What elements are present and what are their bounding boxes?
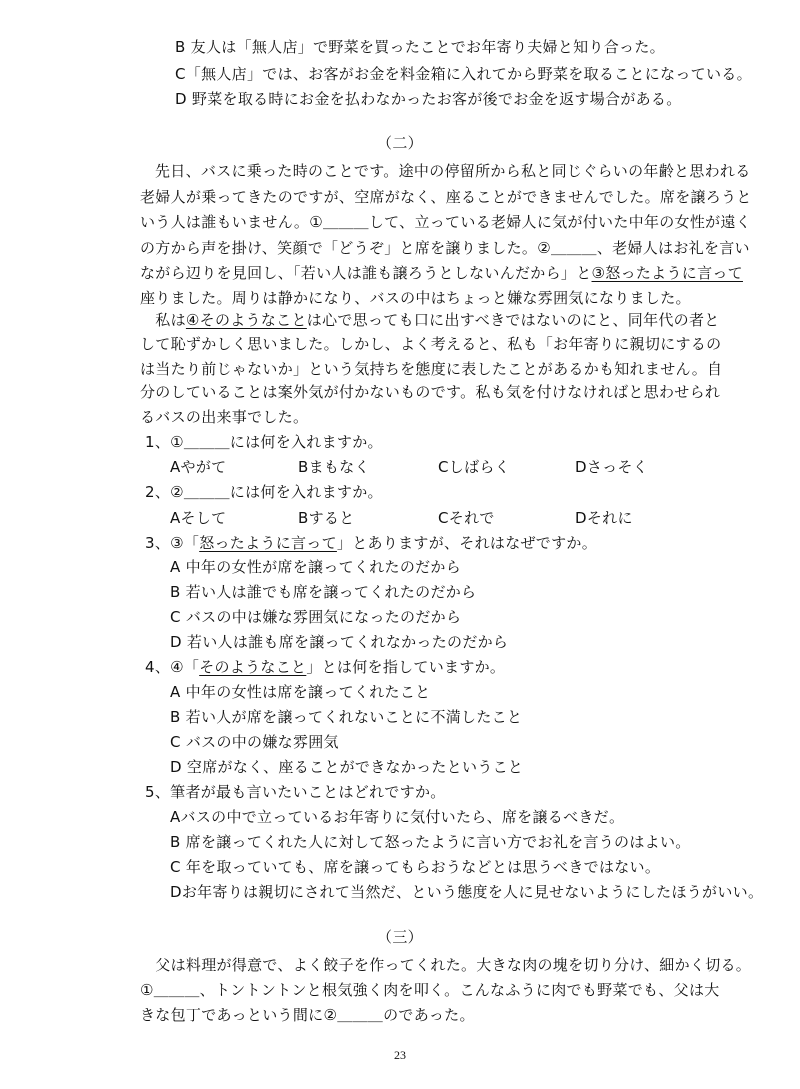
passage2-line: して恥ずかしく思いました。しかし、よく考えると、私も「お年寄りに親切にするの [140,335,722,353]
option-b-top: B 友人は「無人店」で野菜を買ったことでお年寄り夫婦と知り合った。 [175,38,665,56]
passage2-line: 座りました。周りは静かになり、バスの中はちょっと嫌な雰囲気になりました。 [140,289,691,307]
question-3-option-d: D 若い人は誰も席を譲ってくれなかったのだから [170,633,509,651]
question-4-option-c: C バスの中の嫌な雰囲気 [170,733,339,751]
option-d-top: D 野菜を取る時にお金を払わなかったお客が後でお金を返す場合がある。 [175,90,682,108]
question-3-option-c: C バスの中は嫌な雰囲気になったのだから [170,608,462,626]
section3-heading: （三） [377,928,423,946]
passage2-line: るバスの出来事でした。 [140,408,309,426]
question-2-stem: 2、②＿＿＿には何を入れますか。 [145,483,383,501]
question-5-stem: 5、筆者が最も言いたいことはどれですか。 [145,783,446,801]
question-1-option-c: Cしばらく [438,458,510,476]
question-4-option-a: A 中年の女性は席を譲ってくれたこと [170,683,431,701]
option-c-top: C「無人店」では、お客がお金を料金箱に入れてから野菜を取ることになっている。 [175,65,752,83]
passage2-line: の方から声を掛け、笑顔で「どうぞ」と席を譲りました。②＿＿＿、老婦人はお礼を言い [140,239,750,257]
underlined-phrase: ③怒ったように言って [591,264,743,282]
page-number: 23 [394,1048,406,1062]
passage2-line: いう人は誰もいません。①＿＿＿して、立っている老婦人に気が付いた中年の女性が遠く [140,213,752,231]
underlined-phrase: ④そのようなこと [185,311,307,329]
passage2-line: 私は④そのようなことは心で思っても口に出すべきではないのにと、同年代の者と [140,311,720,329]
question-3-option-b: B 若い人は誰でも席を譲ってくれたのだから [170,583,477,601]
question-1-option-a: Aやがて [170,458,227,476]
question-3-stem: 3、③「怒ったように言って」とありますが、それはなぜですか。 [145,534,598,552]
question-2-option-b: Bすると [298,509,355,527]
question-2-option-a: Aそして [170,509,227,527]
question-5-option-d: Dお年寄りは親切にされて当然だ、という態度を人に見せないようにしたほうがいい。 [170,883,764,901]
question-1-option-d: Dさっそく [575,458,649,476]
passage3-line: ①＿＿＿、トントントンと根気強く肉を叩く。こんなふうに肉でも野菜でも、父は大 [140,981,720,999]
question-2-option-d: Dそれに [575,509,633,527]
question-4-stem: 4、④「そのようなこと」とは何を指していますか。 [145,658,506,676]
passage3-line: きな包丁であっという間に②＿＿＿のであった。 [140,1006,475,1024]
question-5-option-b: B 席を譲ってくれた人に対して怒ったように言い方でお礼を言うのはよい。 [170,833,691,851]
question-5-option-a: Aバスの中で立っているお年寄りに気付いたら、席を譲るべきだ。 [170,808,625,826]
question-1-option-b: Bまもなく [298,458,370,476]
question-5-option-c: C 年を取っていても、席を譲ってもらおうなどとは思うべきではない。 [170,858,661,876]
passage2-line: 分のしていることは案外気が付かないものです。私も気を付けなければと思わせられ [140,383,721,401]
underlined-phrase: そのようなこと [199,658,307,676]
passage2-line: は当たり前じゃないか」という気持ちを態度に表したことがあるかも知れません。自 [140,360,723,378]
question-4-option-b: B 若い人が席を譲ってくれないことに不満したこと [170,708,523,726]
passage2-line: 老婦人が乗ってきたのですが、空席がなく、座ることができませんでした。席を譲ろうと [140,188,752,206]
question-1-stem: 1、①＿＿＿には何を入れますか。 [145,433,383,451]
passage3-line: 父は料理が得意で、よく餃子を作ってくれた。大きな肉の塊を切り分け、細かく切る。 [140,956,752,974]
underlined-phrase: 怒ったように言って [199,534,337,552]
question-3-option-a: A 中年の女性が席を譲ってくれたのだから [170,558,462,576]
question-2-option-c: Cそれで [438,509,495,527]
section2-heading: （二） [377,134,423,152]
passage2-line: ながら辺りを見回し、「若い人は誰も譲ろうとしないんだから」と③怒ったように言って [140,264,743,282]
question-4-option-d: D 空席がなく、座ることができなかったということ [170,758,524,776]
passage2-line: 先日、バスに乗った時のことです。途中の停留所から私と同じぐらいの年齢と思われる [155,162,751,180]
